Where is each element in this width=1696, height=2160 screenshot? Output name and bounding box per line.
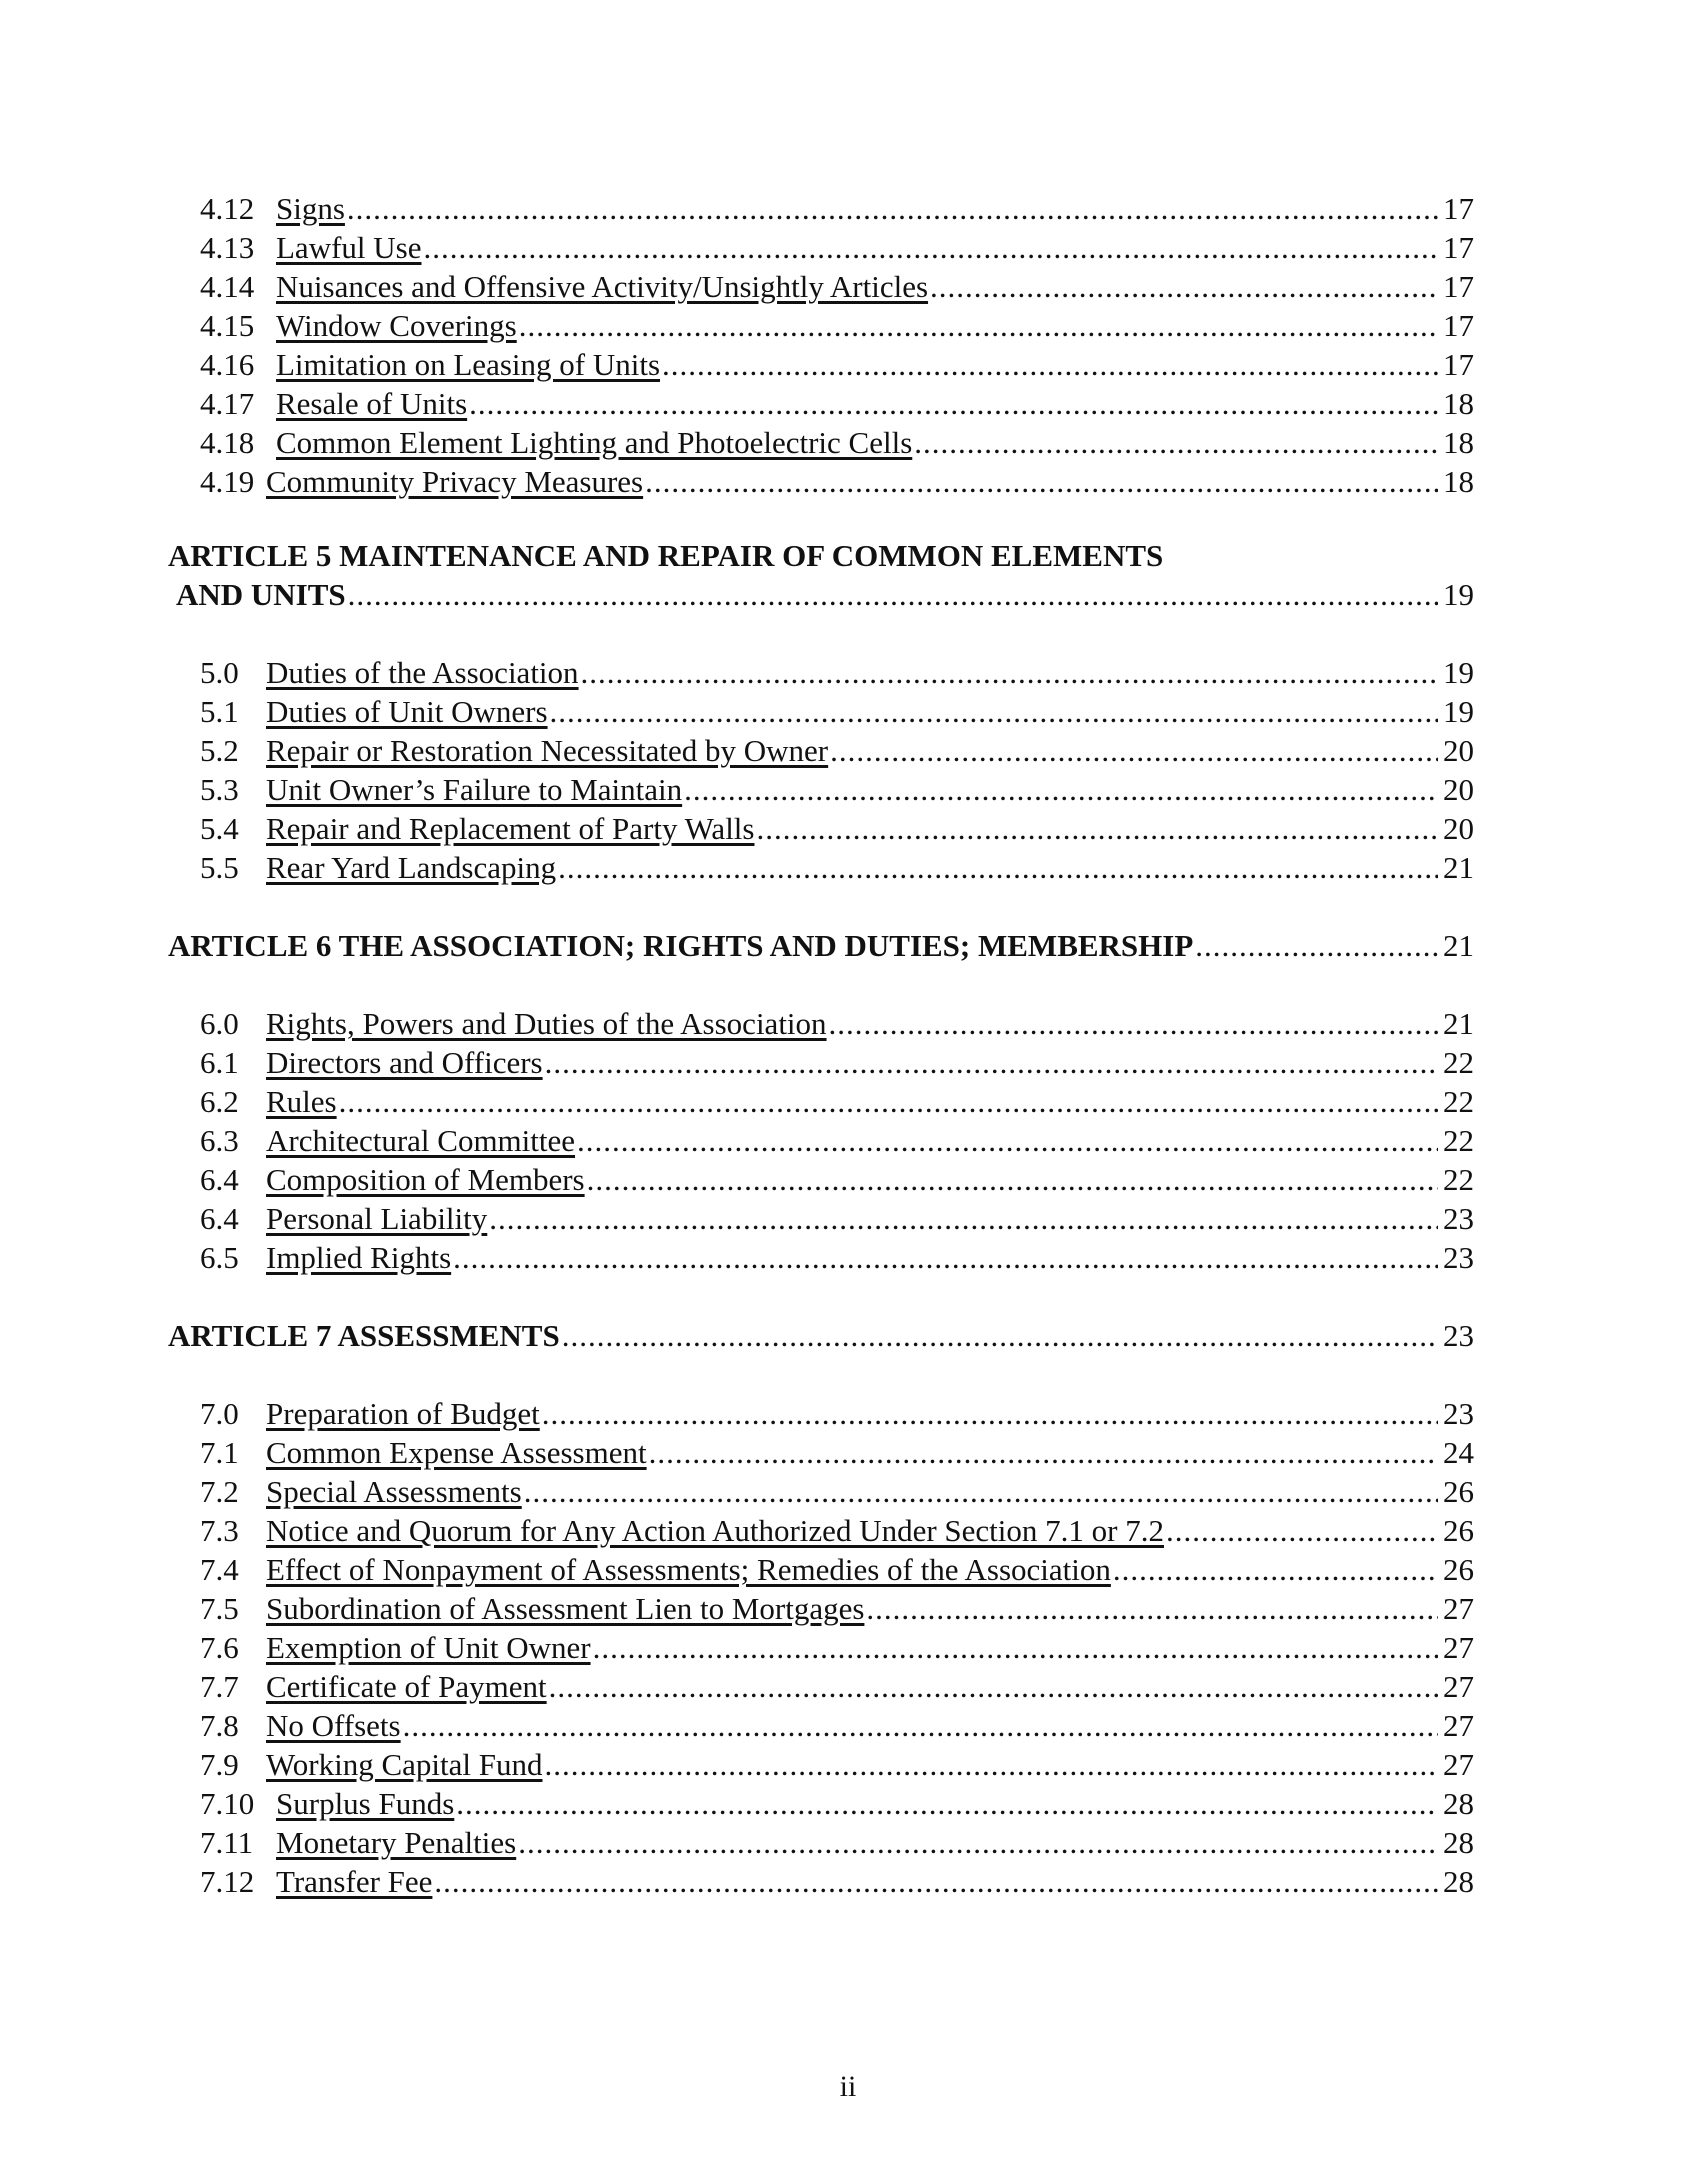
entry-page: 23 (1443, 1240, 1474, 1275)
entry-number: 5.2 (200, 733, 239, 768)
entry-title-link[interactable]: Unit Owner’s Failure to Maintain (266, 772, 683, 807)
toc-entry-7-9[interactable] (200, 1746, 1474, 1784)
dot-leader (562, 1317, 1438, 1355)
entry-title-link[interactable]: Architectural Committee (266, 1123, 576, 1158)
entry-number: 6.1 (200, 1045, 239, 1080)
toc-entry-6-4[interactable] (200, 1161, 1474, 1199)
toc-entry-7-1[interactable] (200, 1434, 1474, 1472)
entry-title-link[interactable]: Duties of Unit Owners (266, 694, 548, 729)
dot-leader (830, 732, 1438, 770)
toc-entry-7-12[interactable] (200, 1863, 1474, 1901)
dot-leader (524, 1473, 1438, 1511)
entry-page: 23 (1443, 1201, 1474, 1236)
entry-number: 7.9 (200, 1747, 239, 1782)
entry-page: 17 (1443, 308, 1474, 343)
toc-entry-5-4[interactable] (200, 810, 1474, 848)
article-5-heading-line1: ARTICLE 5 MAINTENANCE AND REPAIR OF COMMON ELEMENTS (168, 538, 1164, 573)
toc-entry-6-1[interactable] (200, 1044, 1474, 1082)
entry-page: 27 (1443, 1669, 1474, 1704)
entry-number: 4.12 (200, 191, 255, 226)
toc-entry-4-13[interactable] (200, 229, 1474, 267)
entry-number: 5.0 (200, 655, 239, 690)
toc-entry-4-14[interactable] (200, 268, 1474, 306)
entry-page: 28 (1443, 1786, 1474, 1821)
entry-title-link[interactable]: Subordination of Assessment Lien to Mortgages (266, 1591, 865, 1626)
toc-entry-6-3[interactable] (200, 1122, 1474, 1160)
entry-page: 22 (1443, 1123, 1474, 1158)
toc-article-5[interactable] (176, 576, 1474, 614)
article-5-heading-line2: AND UNITS (176, 577, 346, 612)
dot-leader (645, 463, 1438, 501)
entry-page: 17 (1443, 191, 1474, 226)
entry-title-link[interactable]: Directors and Officers (266, 1045, 543, 1080)
entry-page: 27 (1443, 1708, 1474, 1743)
entry-title-link[interactable]: Nuisances and Offensive Activity/Unsightly Articles (276, 269, 929, 304)
entry-title-link[interactable]: Limitation on Leasing of Units (276, 347, 661, 382)
entry-page: 20 (1443, 811, 1474, 846)
entry-title-link[interactable]: Repair or Restoration Necessitated by Owner (266, 733, 829, 768)
entry-page: 22 (1443, 1045, 1474, 1080)
toc-entry-4-15[interactable] (200, 307, 1474, 345)
entry-title-link[interactable]: Exemption of Unit Owner (266, 1630, 591, 1665)
dot-leader (581, 654, 1438, 692)
entry-title-link[interactable]: Notice and Quorum for Any Action Authorized Under Section 7.1 or 7.2 (266, 1513, 1164, 1548)
entry-page: 18 (1443, 386, 1474, 421)
dot-leader (930, 268, 1438, 306)
entry-page: 28 (1443, 1864, 1474, 1899)
entry-number: 7.5 (200, 1591, 239, 1626)
toc-entry-7-10[interactable] (200, 1785, 1474, 1823)
toc-entry-5-5[interactable] (200, 849, 1474, 887)
entry-number: 4.19 (200, 464, 255, 499)
dot-leader (403, 1707, 1438, 1745)
entry-page: 20 (1443, 772, 1474, 807)
entry-page: 22 (1443, 1084, 1474, 1119)
dot-leader (347, 190, 1438, 228)
toc-entry-4-12[interactable] (200, 190, 1474, 228)
entry-title-link[interactable]: Preparation of Budget (266, 1396, 540, 1431)
dot-leader (649, 1434, 1438, 1472)
entry-title-link[interactable]: Effect of Nonpayment of Assessments; Remedies of the Association (266, 1552, 1111, 1587)
toc-entry-7-5[interactable] (200, 1590, 1474, 1628)
dot-leader (550, 693, 1438, 731)
entry-title-link[interactable]: Common Element Lighting and Photoelectric Cells (276, 425, 913, 460)
dot-leader (339, 1083, 1438, 1121)
toc-entry-7-0[interactable] (200, 1395, 1474, 1433)
dot-leader (587, 1161, 1438, 1199)
entry-title-link[interactable]: Personal Liability (266, 1201, 488, 1236)
entry-number: 7.8 (200, 1708, 239, 1743)
toc-entry-5-2[interactable] (200, 732, 1474, 770)
dot-leader (756, 810, 1438, 848)
entry-page: 26 (1443, 1474, 1474, 1509)
entry-number: 6.2 (200, 1084, 239, 1119)
dot-leader (518, 1824, 1438, 1862)
entry-number: 7.1 (200, 1435, 239, 1470)
entry-page: 27 (1443, 1591, 1474, 1626)
entry-page: 19 (1443, 694, 1474, 729)
dot-leader (469, 385, 1438, 423)
dot-leader (545, 1044, 1438, 1082)
entry-number: 6.0 (200, 1006, 239, 1041)
entry-page: 28 (1443, 1825, 1474, 1860)
entry-page: 27 (1443, 1630, 1474, 1665)
entry-page: 18 (1443, 425, 1474, 460)
toc-entry-4-19[interactable] (200, 463, 1474, 501)
entry-page: 21 (1443, 928, 1474, 963)
entry-title-link[interactable]: Working Capital Fund (266, 1747, 543, 1782)
dot-leader (489, 1200, 1438, 1238)
dot-leader (829, 1005, 1438, 1043)
article-6-heading: ARTICLE 6 THE ASSOCIATION; RIGHTS AND DUTIES; MEMBERSHIP (168, 928, 1194, 963)
toc-entry-4-18[interactable] (200, 424, 1474, 462)
dot-leader (348, 576, 1438, 614)
dot-leader (1195, 927, 1438, 965)
toc-article-7[interactable] (168, 1317, 1474, 1355)
entry-title-link[interactable]: Duties of the Association (266, 655, 579, 690)
entry-title-link[interactable]: Rules (266, 1084, 337, 1119)
entry-page: 19 (1443, 655, 1474, 690)
dot-leader (684, 771, 1438, 809)
entry-title-link[interactable]: Certificate of Payment (266, 1669, 547, 1704)
dot-leader (593, 1629, 1438, 1667)
entry-number: 7.4 (200, 1552, 239, 1587)
entry-title-link[interactable]: Composition of Members (266, 1162, 585, 1197)
entry-number: 5.1 (200, 694, 239, 729)
entry-title-link[interactable]: No Offsets (266, 1708, 401, 1743)
entry-page: 18 (1443, 464, 1474, 499)
entry-page: 24 (1443, 1435, 1474, 1470)
dot-leader (1113, 1551, 1438, 1589)
entry-page: 23 (1443, 1318, 1474, 1353)
entry-page: 17 (1443, 230, 1474, 265)
dot-leader (577, 1122, 1438, 1160)
entry-title-link[interactable]: Rear Yard Landscaping (266, 850, 557, 885)
entry-page: 23 (1443, 1396, 1474, 1431)
toc-entry-7-6[interactable] (200, 1629, 1474, 1667)
entry-page: 26 (1443, 1513, 1474, 1548)
entry-title-link[interactable]: Special Assessments (266, 1474, 522, 1509)
toc-article-6[interactable] (168, 927, 1474, 965)
dot-leader (549, 1668, 1438, 1706)
page-number: ii (839, 2070, 857, 2103)
entry-title-link[interactable]: Resale of Units (276, 386, 468, 421)
entry-number: 4.18 (200, 425, 255, 460)
toc-entry-5-0[interactable] (200, 654, 1474, 692)
entry-number: 6.4 (200, 1162, 239, 1197)
entry-number: 4.17 (200, 386, 255, 421)
entry-number: 7.10 (200, 1786, 255, 1821)
dot-leader (545, 1746, 1439, 1784)
dot-leader (434, 1863, 1438, 1901)
entry-page: 21 (1443, 1006, 1474, 1041)
entry-title-link[interactable]: Surplus Funds (276, 1786, 455, 1821)
entry-number: 4.13 (200, 230, 255, 265)
entry-number: 7.7 (200, 1669, 239, 1704)
dot-leader (456, 1785, 1438, 1823)
entry-title-link[interactable]: Lawful Use (276, 230, 422, 265)
dot-leader (1166, 1512, 1438, 1550)
toc-entry-7-7[interactable] (200, 1668, 1474, 1706)
toc-entry-7-3[interactable] (200, 1512, 1474, 1550)
entry-page: 21 (1443, 850, 1474, 885)
toc-entry-5-1[interactable] (200, 693, 1474, 731)
entry-title-link[interactable]: Common Expense Assessment (266, 1435, 647, 1470)
toc-entry-7-11[interactable] (200, 1824, 1474, 1862)
toc-entry-7-4[interactable] (200, 1551, 1474, 1589)
toc-entry-5-3[interactable] (200, 771, 1474, 809)
dot-leader (423, 229, 1438, 267)
entry-title-link[interactable]: Implied Rights (266, 1240, 452, 1275)
entry-number: 6.3 (200, 1123, 239, 1158)
entry-page: 26 (1443, 1552, 1474, 1587)
toc-entry-4-16[interactable] (200, 346, 1474, 384)
entry-number: 7.11 (200, 1825, 254, 1860)
entry-title-link[interactable]: Rights, Powers and Duties of the Association (266, 1006, 827, 1041)
entry-title-link[interactable]: Transfer Fee (276, 1864, 433, 1899)
toc-entry-6-5[interactable] (200, 1239, 1474, 1277)
dot-leader (519, 307, 1438, 345)
toc-entry-7-8[interactable] (200, 1707, 1474, 1745)
entry-number: 5.5 (200, 850, 239, 885)
entry-number: 7.3 (200, 1513, 239, 1548)
entry-number: 4.14 (200, 269, 255, 304)
entry-number: 7.0 (200, 1396, 239, 1431)
entry-number: 6.4 (200, 1201, 239, 1236)
entry-number: 4.15 (200, 308, 255, 343)
entry-title-link[interactable]: Signs (276, 191, 345, 226)
entry-number: 7.12 (200, 1864, 255, 1899)
dot-leader (453, 1239, 1438, 1277)
dot-leader (914, 424, 1438, 462)
article-7-heading: ARTICLE 7 ASSESSMENTS (168, 1318, 560, 1353)
toc-entry-6-2[interactable] (200, 1083, 1474, 1121)
entry-page: 17 (1443, 347, 1474, 382)
entry-number: 7.2 (200, 1474, 239, 1509)
entry-page: 19 (1443, 577, 1474, 612)
dot-leader (558, 849, 1438, 887)
dot-leader (866, 1590, 1438, 1628)
entry-page: 27 (1443, 1747, 1474, 1782)
toc-entry-4-17[interactable] (200, 385, 1474, 423)
toc-entry-7-2[interactable] (200, 1473, 1474, 1511)
entry-page: 22 (1443, 1162, 1474, 1197)
entry-number: 7.6 (200, 1630, 239, 1665)
entry-number: 6.5 (200, 1240, 239, 1275)
entry-title-link[interactable]: Monetary Penalties (276, 1825, 517, 1860)
entry-page: 17 (1443, 269, 1474, 304)
entry-number: 5.4 (200, 811, 239, 846)
dot-leader (662, 346, 1438, 384)
entry-page: 20 (1443, 733, 1474, 768)
toc-entry-6-0[interactable] (200, 1005, 1474, 1043)
entry-title-link[interactable]: Repair and Replacement of Party Walls (266, 811, 755, 846)
entry-title-link[interactable]: Community Privacy Measures (266, 464, 644, 499)
dot-leader (542, 1395, 1438, 1433)
entry-number: 5.3 (200, 772, 239, 807)
entry-title-link[interactable]: Window Coverings (276, 308, 517, 343)
toc-entry-6-4b[interactable] (200, 1200, 1474, 1238)
entry-number: 4.16 (200, 347, 255, 382)
